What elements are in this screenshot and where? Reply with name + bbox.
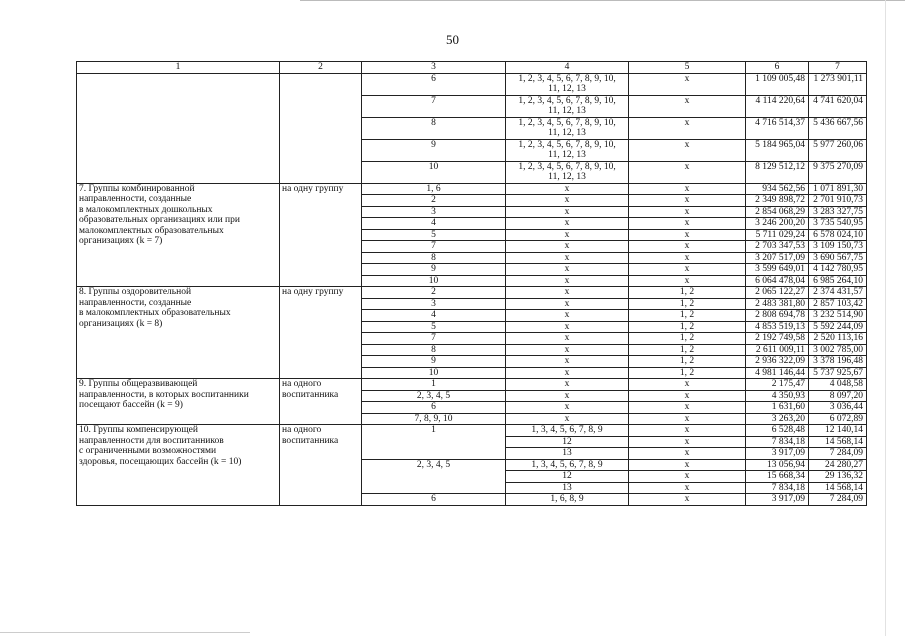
cell-c4: 12 — [506, 471, 629, 483]
cell-c7: 2 857 103,42 — [809, 298, 867, 310]
cell-line: 1, 2, 3, 4, 5, 6, 7, 8, 9, 10, — [518, 139, 616, 150]
cell-c5: 1, 2 — [629, 333, 746, 345]
cell-c6: 5 184 965,04 — [746, 139, 809, 161]
cell-c6: 3 207 517,09 — [746, 252, 809, 264]
cell-line: воспитанника — [282, 435, 339, 446]
cell-c5: x — [629, 402, 746, 414]
cell-c7: 9 375 270,09 — [809, 161, 867, 183]
cell-line: воспитанника — [282, 389, 339, 400]
cell-c6: 2 808 694,78 — [746, 310, 809, 322]
cell-line: 1, 2, 3, 4, 5, 6, 7, 8, 9, 10, — [518, 117, 616, 128]
cell-c6: 4 853 519,13 — [746, 321, 809, 333]
page-number: 50 — [446, 32, 459, 47]
cell-c4: x — [506, 195, 629, 207]
cell-c5: 1, 2 — [629, 321, 746, 333]
cell-c3: 7 — [362, 95, 506, 117]
cell-c5: x — [629, 379, 746, 391]
cell-c6: 4 981 146,44 — [746, 367, 809, 379]
cell-c2 — [280, 73, 362, 183]
cell-c3: 4 — [362, 218, 506, 230]
cell-c3: 8 — [362, 117, 506, 139]
cell-c7: 5 436 667,56 — [809, 117, 867, 139]
cell-c4: x — [506, 402, 629, 414]
cell-c4: x — [506, 413, 629, 425]
group-title — [77, 183, 280, 287]
cell-c7: 3 002 785,00 — [809, 344, 867, 356]
cell-c5: 1, 2 — [629, 356, 746, 368]
cell-c4: x — [506, 390, 629, 402]
cell-line: организациях (k = 7) — [79, 236, 163, 246]
cell-c7: 3 378 196,48 — [809, 356, 867, 368]
cell-c4: x — [506, 298, 629, 310]
table-row — [77, 379, 867, 391]
scan-edge-top — [300, 0, 905, 3]
cell-c5: x — [629, 183, 746, 195]
cell-c4: x — [506, 367, 629, 379]
cell-c3: 1 — [362, 379, 506, 391]
cell-c6: 2 611 009,11 — [746, 344, 809, 356]
cell-c7: 3 232 514,90 — [809, 310, 867, 322]
cell-line: направленности, созданные — [79, 297, 192, 308]
cell-c7: 3 283 327,75 — [809, 206, 867, 218]
cell-c3: 2, 3, 4, 5 — [362, 390, 506, 402]
cell-c3: 8 — [362, 344, 506, 356]
cell-c4 — [506, 73, 629, 95]
cell-c4: 13 — [506, 448, 629, 460]
cell-c5: x — [629, 275, 746, 287]
cell-c7: 1 273 901,11 — [809, 73, 867, 95]
header-cell: 3 — [362, 62, 506, 74]
cell-c3: 6 — [362, 494, 506, 506]
cell-c5: 1, 2 — [629, 287, 746, 299]
cell-c4: x — [506, 287, 629, 299]
cell-c6: 3 246 200,20 — [746, 218, 809, 230]
cell-c4: 12 — [506, 436, 629, 448]
cell-line: образовательных организациях или при — [79, 215, 240, 225]
cell-c5: x — [629, 241, 746, 253]
cell-c5: x — [629, 471, 746, 483]
cell-c5: x — [629, 252, 746, 264]
cell-line: 10. Группы компенсирующей — [79, 425, 198, 435]
cell-c3: 7 — [362, 333, 506, 345]
cell-c6: 1 631,60 — [746, 402, 809, 414]
cell-c4: x — [506, 321, 629, 333]
cell-c6: 4 114 220,64 — [746, 95, 809, 117]
cell-c6: 3 917,09 — [746, 494, 809, 506]
cell-c6: 5 711 029,24 — [746, 229, 809, 241]
cell-c3: 7 — [362, 241, 506, 253]
scan-edge-bottom — [0, 632, 250, 633]
cell-line: на одного — [282, 379, 322, 389]
group-unit: на одну группу — [280, 287, 362, 379]
cell-c6: 2 854 068,29 — [746, 206, 809, 218]
cell-c5: 1, 2 — [629, 310, 746, 322]
cell-line: 8. Группы оздоровительной — [79, 287, 192, 297]
cell-c3: 5 — [362, 229, 506, 241]
cell-c4: x — [506, 264, 629, 276]
cell-c7: 3 109 150,73 — [809, 241, 867, 253]
cell-c7: 4 142 780,95 — [809, 264, 867, 276]
cell-line: посещают бассейн (k = 9) — [79, 400, 183, 410]
cell-c6: 2 192 749,58 — [746, 333, 809, 345]
cell-line: 9. Группы общеразвивающей — [79, 379, 198, 389]
cell-c7: 14 568,14 — [809, 436, 867, 448]
cell-c7: 4 048,58 — [809, 379, 867, 391]
group-title — [77, 425, 280, 506]
cell-c7: 2 520 113,16 — [809, 333, 867, 345]
cell-c5: 1, 2 — [629, 367, 746, 379]
cell-c6: 2 483 381,80 — [746, 298, 809, 310]
cell-c4: x — [506, 379, 629, 391]
cell-c7: 6 985 264,10 — [809, 275, 867, 287]
cell-c4: x — [506, 252, 629, 264]
cell-c5: x — [629, 206, 746, 218]
cell-c6: 8 129 512,12 — [746, 161, 809, 183]
cell-c4: 1, 6, 8, 9 — [506, 494, 629, 506]
table-row — [77, 287, 867, 299]
cell-c4: 13 — [506, 482, 629, 494]
group-title — [77, 379, 280, 425]
cell-line: 11, 12, 13 — [548, 150, 586, 160]
cell-c3: 6 — [362, 73, 506, 95]
cell-c3: 2 — [362, 287, 506, 299]
cell-line: 11, 12, 13 — [548, 128, 586, 138]
group-unit — [280, 379, 362, 425]
cell-c4: x — [506, 206, 629, 218]
cell-c3: 4 — [362, 310, 506, 322]
cell-c3: 6 — [362, 402, 506, 414]
cell-c7: 3 735 540,95 — [809, 218, 867, 230]
cell-c7: 24 280,27 — [809, 459, 867, 471]
cell-c6: 2 349 898,72 — [746, 195, 809, 207]
cell-c3: 5 — [362, 321, 506, 333]
cell-c7: 4 741 620,04 — [809, 95, 867, 117]
cell-c5: x — [629, 413, 746, 425]
cell-c6: 7 834,18 — [746, 482, 809, 494]
cell-c6: 3 263,20 — [746, 413, 809, 425]
cell-c5: x — [629, 264, 746, 276]
cell-c7: 2 701 910,73 — [809, 195, 867, 207]
header-cell: 4 — [506, 62, 629, 74]
cell-c3: 3 — [362, 206, 506, 218]
table-body — [77, 62, 867, 506]
cell-line: здоровья, посещающих бассейн (k = 10) — [79, 456, 242, 467]
cell-c4: x — [506, 241, 629, 253]
cell-c6: 3 599 649,01 — [746, 264, 809, 276]
cell-c7: 1 071 891,30 — [809, 183, 867, 195]
cell-c7: 5 592 244,09 — [809, 321, 867, 333]
cell-c5: x — [629, 218, 746, 230]
cell-c7: 5 977 260,06 — [809, 139, 867, 161]
cell-c6: 7 834,18 — [746, 436, 809, 448]
cell-c6: 6 528,48 — [746, 425, 809, 437]
cell-line: направленности, созданные — [79, 194, 192, 204]
cell-c5: x — [629, 436, 746, 448]
cell-c6: 1 109 005,48 — [746, 73, 809, 95]
cell-c3: 2, 3, 4, 5 — [362, 459, 506, 494]
cell-c7: 12 140,14 — [809, 425, 867, 437]
cell-c4: x — [506, 218, 629, 230]
cell-c5: x — [629, 448, 746, 460]
cell-c1 — [77, 73, 280, 183]
group-title — [77, 287, 280, 379]
cell-c3: 2 — [362, 195, 506, 207]
cell-line: в малокомплектных дошкольных — [79, 204, 213, 215]
cell-c5: x — [629, 195, 746, 207]
cell-c5: 1, 2 — [629, 298, 746, 310]
cell-c6: 15 668,34 — [746, 471, 809, 483]
cell-c6: 4 350,93 — [746, 390, 809, 402]
cell-line: с ограниченными возможностями — [79, 446, 217, 456]
cell-c7: 8 097,20 — [809, 390, 867, 402]
cell-c3: 10 — [362, 161, 506, 183]
cell-c3: 7, 8, 9, 10 — [362, 413, 506, 425]
cell-c4 — [506, 161, 629, 183]
cell-c4: x — [506, 275, 629, 287]
cell-c7: 7 284,09 — [809, 494, 867, 506]
cell-c7: 6 578 024,10 — [809, 229, 867, 241]
cell-c5: x — [629, 459, 746, 471]
cell-line: 7. Группы комбинированной — [79, 183, 195, 194]
cell-line: 1, 2, 3, 4, 5, 6, 7, 8, 9, 10, — [518, 95, 616, 106]
cell-c5: 1, 2 — [629, 344, 746, 356]
cell-line: 1, 2, 3, 4, 5, 6, 7, 8, 9, 10, — [518, 73, 616, 84]
cell-c4: 1, 3, 4, 5, 6, 7, 8, 9 — [506, 459, 629, 471]
cell-c4: x — [506, 344, 629, 356]
group-unit — [280, 425, 362, 506]
cell-c6: 13 056,94 — [746, 459, 809, 471]
cell-c3: 10 — [362, 275, 506, 287]
cell-line: направленности для воспитанников — [79, 435, 224, 446]
tariff-table — [76, 61, 867, 506]
cell-line: направленности, в которых воспитанники — [79, 389, 249, 400]
header-cell: 1 — [77, 62, 280, 74]
cell-c4 — [506, 117, 629, 139]
header-row — [77, 62, 867, 74]
cell-line: 1, 2, 3, 4, 5, 6, 7, 8, 9, 10, — [518, 161, 616, 172]
cell-c4: x — [506, 356, 629, 368]
scan-edge-right — [885, 0, 886, 636]
cell-c5: x — [629, 73, 746, 95]
cell-c5: x — [629, 494, 746, 506]
cell-c6: 2 065 122,27 — [746, 287, 809, 299]
cell-c4: 1, 3, 4, 5, 6, 7, 8, 9 — [506, 425, 629, 437]
header-cell: 6 — [746, 62, 809, 74]
cell-c3: 1 — [362, 425, 506, 460]
cell-c3: 3 — [362, 298, 506, 310]
header-cell: 2 — [280, 62, 362, 74]
cell-c5: x — [629, 117, 746, 139]
cell-c6: 2 936 322,09 — [746, 356, 809, 368]
cell-c3: 8 — [362, 252, 506, 264]
cell-c5: x — [629, 139, 746, 161]
group-unit: на одну группу — [280, 183, 362, 287]
cell-c3: 9 — [362, 139, 506, 161]
header-cell: 7 — [809, 62, 867, 74]
cell-c7: 5 737 925,67 — [809, 367, 867, 379]
cell-c4 — [506, 95, 629, 117]
cell-c7: 3 036,44 — [809, 402, 867, 414]
cell-line: организациях (k = 8) — [79, 318, 163, 329]
cell-c4 — [506, 139, 629, 161]
cell-c5: x — [629, 425, 746, 437]
cell-c4: x — [506, 229, 629, 241]
cell-line: на одного — [282, 425, 322, 435]
cell-c6: 2 703 347,53 — [746, 241, 809, 253]
cell-c5: x — [629, 229, 746, 241]
cell-c6: 6 064 478,04 — [746, 275, 809, 287]
cell-line: 11, 12, 13 — [548, 172, 586, 182]
cell-c6: 2 175,47 — [746, 379, 809, 391]
cell-c4: x — [506, 310, 629, 322]
cell-c3: 9 — [362, 264, 506, 276]
table-row — [77, 183, 867, 195]
cell-c5: x — [629, 95, 746, 117]
cell-c7: 3 690 567,75 — [809, 252, 867, 264]
cell-c7: 7 284,09 — [809, 448, 867, 460]
cell-c7: 2 374 431,57 — [809, 287, 867, 299]
cell-c5: x — [629, 390, 746, 402]
cell-c3: 1, 6 — [362, 183, 506, 195]
cell-c6: 3 917,09 — [746, 448, 809, 460]
table-row — [77, 73, 867, 95]
cell-line: в малокомплектных образовательных — [79, 308, 231, 318]
cell-c7: 6 072,89 — [809, 413, 867, 425]
cell-c6: 4 716 514,37 — [746, 117, 809, 139]
cell-line: малокомплектных образовательных — [79, 225, 224, 236]
cell-line: 11, 12, 13 — [548, 106, 586, 116]
cell-c4: x — [506, 183, 629, 195]
cell-c4: x — [506, 333, 629, 345]
cell-c3: 9 — [362, 356, 506, 368]
cell-c3: 10 — [362, 367, 506, 379]
cell-c5: x — [629, 161, 746, 183]
cell-c7: 14 568,14 — [809, 482, 867, 494]
header-cell: 5 — [629, 62, 746, 74]
cell-c6: 934 562,56 — [746, 183, 809, 195]
cell-c5: x — [629, 482, 746, 494]
cell-c7: 29 136,32 — [809, 471, 867, 483]
table-row — [77, 425, 867, 437]
cell-line: 11, 12, 13 — [548, 84, 586, 94]
